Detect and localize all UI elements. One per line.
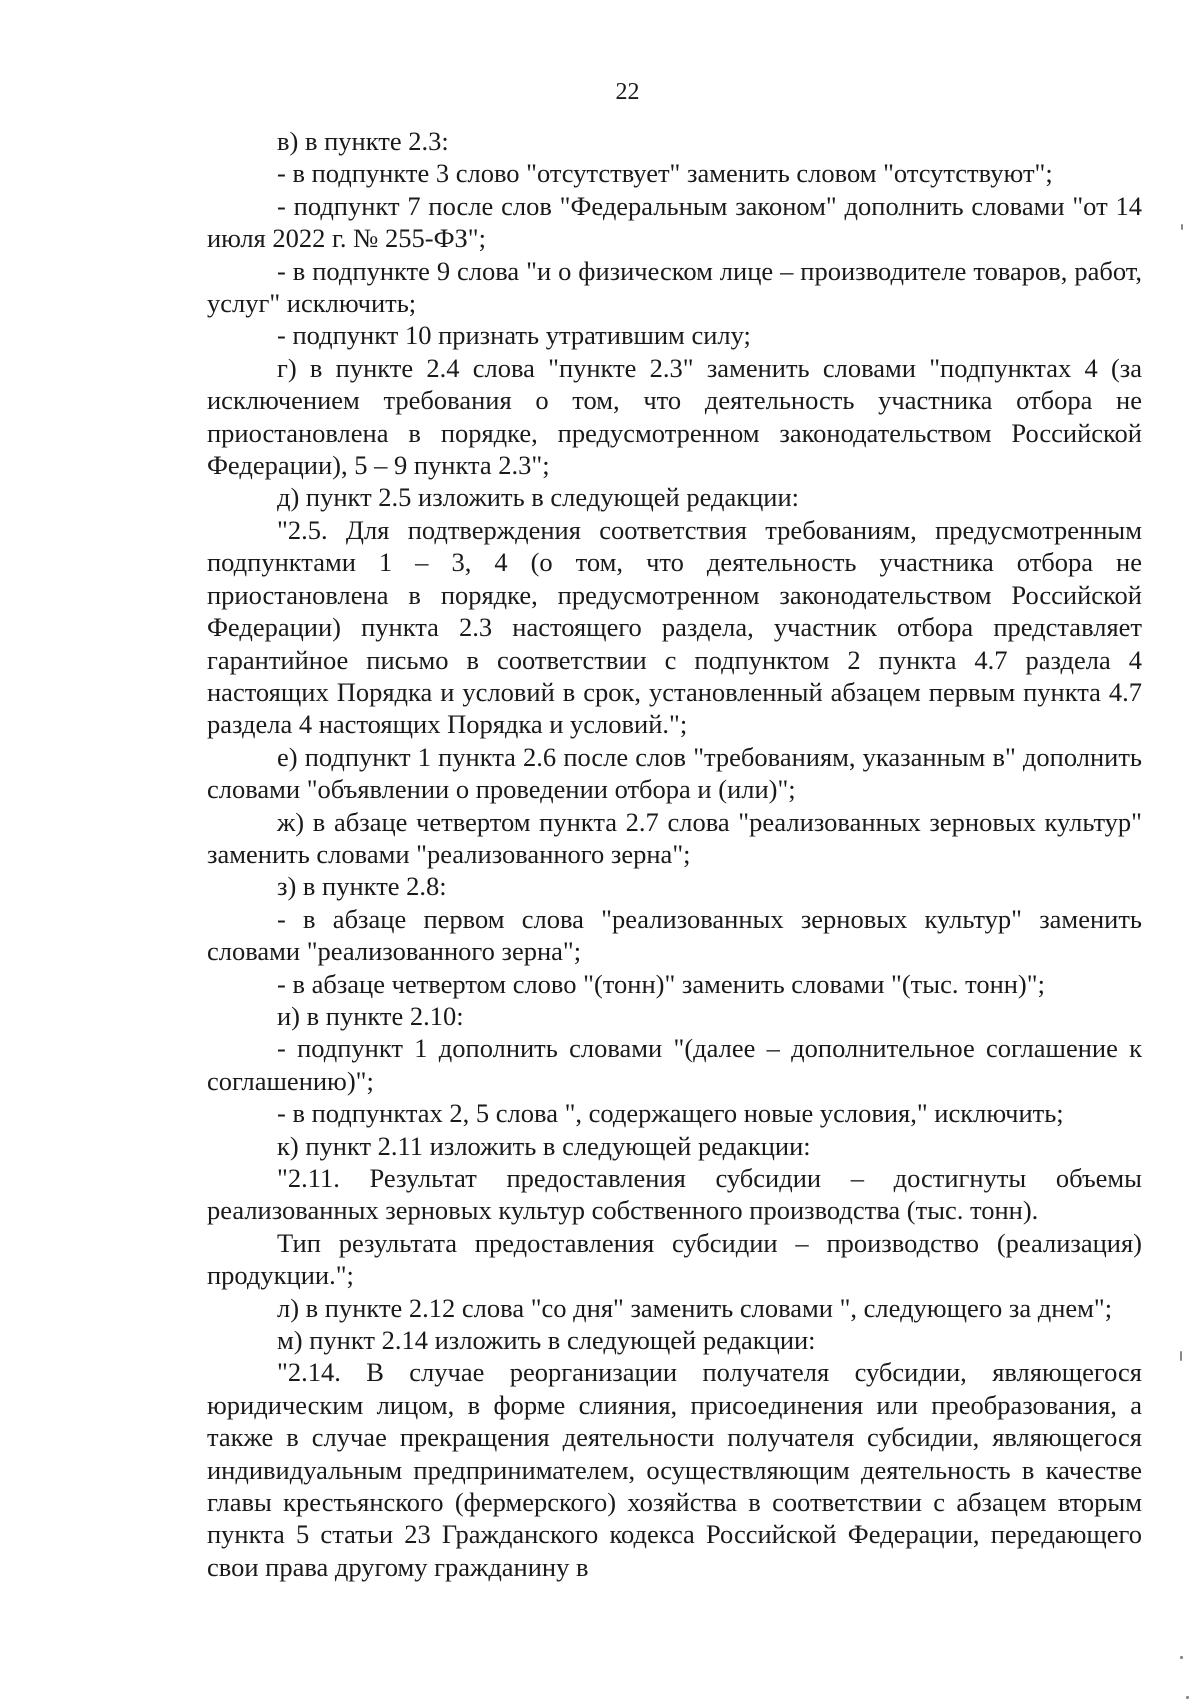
- paragraph: "2.5. Для подтверждения соответствия требованиям, предусмотренным подпунктами 1 – 3, 4 (о том, что деятельность участника отбора не приостановлена в порядке, предусмотренном законодательством Российской Федерации) пункта 2.3 настоящего раздела, участник отбора представляет гарантийное письмо в соответствии с подпунктом 2 пункта 4.7 раздела 4 настоящих Порядка и условий в срок, установленный абзацем первым пункта 4.7 раздела 4 настоящих Порядка и условий.";: [207, 514, 1142, 740]
- paragraph: г) в пункте 2.4 слова "пункте 2.3" заменить словами "подпунктах 4 (за исключением требования о том, что деятельность участника отбора не приостановлена в порядке, предусмотренном законодательством Российской Федерации), 5 – 9 пункта 2.3";: [207, 352, 1142, 481]
- scan-speck: [1180, 1656, 1183, 1659]
- scan-speck: [1181, 224, 1183, 230]
- scan-speck: [1186, 1696, 1189, 1699]
- paragraph: - в абзаце четвертом слово "(тонн)" заменить словами "(тыс. тонн)";: [277, 968, 1045, 999]
- document-body: [207, 125, 1142, 1583]
- paragraph: в) в пункте 2.3:: [277, 126, 449, 156]
- paragraph: л) в пункте 2.12 слова "со дня" заменить словами ", следующего за днем";: [277, 1292, 1113, 1323]
- paragraph: м) пункт 2.14 изложить в следующей редакции:: [277, 1325, 816, 1356]
- paragraph: к) пункт 2.11 изложить в следующей редакции:: [277, 1130, 811, 1161]
- paragraph: - в абзаце первом слова "реализованных зерновых культур" заменить словами "реализованного зерна";: [207, 903, 1142, 967]
- paragraph: "2.11. Результат предоставления субсидии – достигнуты объемы реализованных зерновых культур собственного производства (тыс. тонн).: [207, 1163, 1142, 1226]
- paragraph: - подпункт 10 признать утратившим силу;: [277, 320, 751, 351]
- paragraph: - в подпункте 9 слова "и о физическом лице – производителе товаров, работ, услуг" исключить;: [207, 255, 1142, 319]
- paragraph: и) в пункте 2.10:: [277, 1000, 464, 1031]
- paragraph: - подпункт 1 дополнить словами "(далее – дополнительное соглашение к соглашению)";: [207, 1033, 1142, 1096]
- paragraph: д) пункт 2.5 изложить в следующей редакции:: [277, 482, 800, 513]
- paragraph: ж) в абзаце четвертом пункта 2.7 слова "реализованных зерновых культур" заменить словами "реализованного зерна";: [207, 806, 1142, 869]
- paragraph: - подпункт 7 после слов "Федеральным законом" дополнить словами "от 14 июля 2022 г. № 255-ФЗ";: [207, 190, 1142, 254]
- paragraph: "2.14. В случае реорганизации получателя субсидии, являющегося юридическим лицом, в форме слияния, присоединения или преобразования, а также в случае прекращения деятельности получателя субсидии, являющегося индивидуальным предпринимателем, осуществляющим деятельность в качестве главы крестьянского (фермерского) хозяйства в соответствии с абзацем вторым пункта 5 статьи 23 Гражданского кодекса Российской Федерации, передающего свои права другому гражданину в: [207, 1357, 1142, 1582]
- paragraph: - в подпункте 3 слово "отсутствует" заменить словом "отсутствуют";: [277, 158, 1053, 189]
- paragraph: е) подпункт 1 пункта 2.6 после слов "требованиям, указанным в" дополнить словами "объявлении о проведении отбора и (или)";: [207, 741, 1142, 805]
- paragraph: - в подпунктах 2, 5 слова ", содержащего новые условия," исключить;: [277, 1098, 1064, 1129]
- paragraph: з) в пункте 2.8:: [277, 871, 447, 902]
- paragraph: Тип результата предоставления субсидии – производство (реализация) продукции.";: [207, 1227, 1142, 1291]
- scan-speck: [1180, 1351, 1182, 1361]
- page-number: 22: [615, 79, 640, 105]
